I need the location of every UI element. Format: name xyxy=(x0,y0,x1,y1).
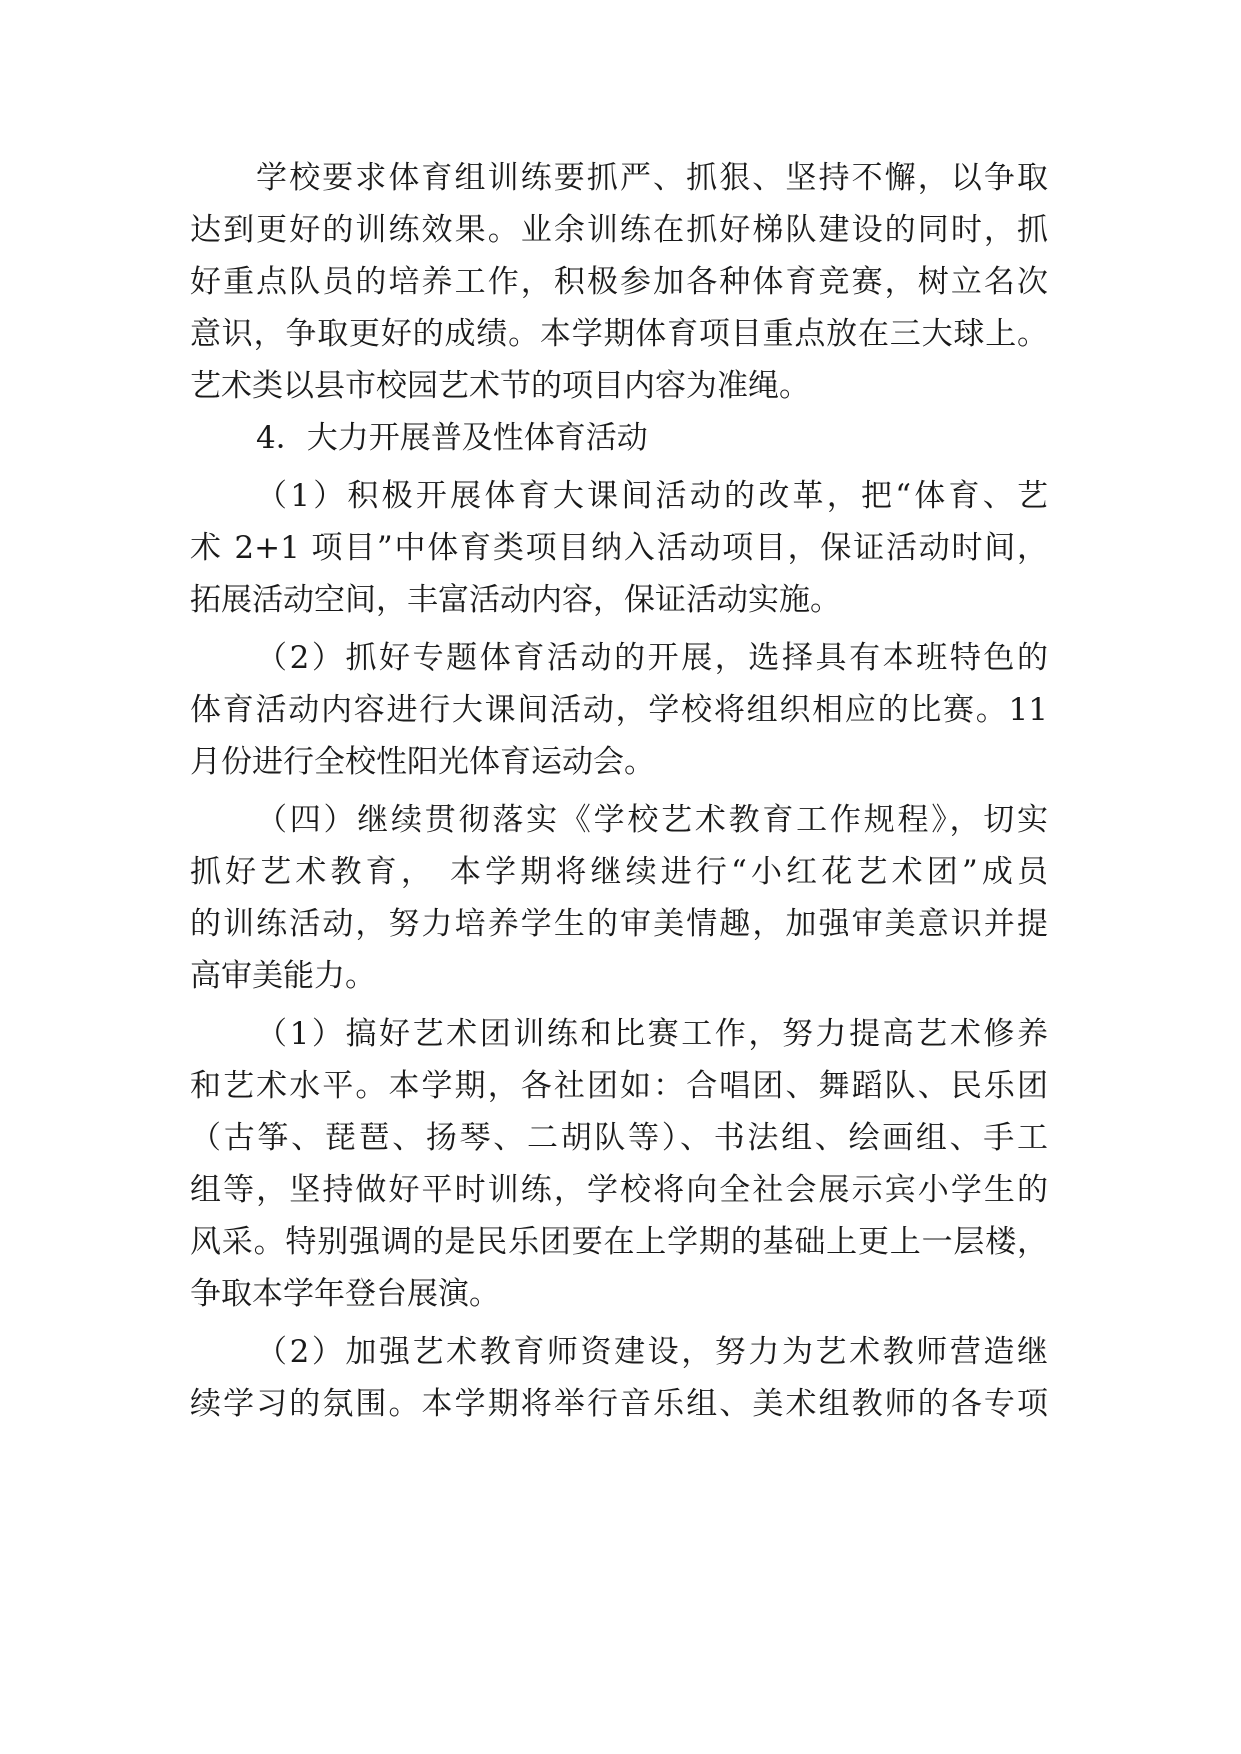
text-line: 高审美能力。 xyxy=(190,958,376,994)
text-line: 组等，坚持做好平时训练，学校将向全社会展示宾小学生的 xyxy=(190,1172,1048,1208)
text-line: （2）加强艺术教育师资建设，努力为艺术教师营造继 xyxy=(256,1334,1048,1370)
text-line: 和艺术水平。本学期，各社团如：合唱团、舞蹈队、民乐团 xyxy=(190,1068,1048,1104)
text-line: 术 2+1 项目”中体育类项目纳入活动项目，保证活动时间， xyxy=(190,530,1048,566)
text-line: 风采。特别强调的是民乐团要在上学期的基础上更上一层楼， xyxy=(190,1224,1048,1260)
text-line: 续学习的氛围。本学期将举行音乐组、美术组教师的各专项 xyxy=(190,1386,1048,1422)
text-line: 好重点队员的培养工作，积极参加各种体育竞赛，树立名次 xyxy=(190,264,1048,300)
text-line: 体育活动内容进行大课间活动，学校将组织相应的比赛。11 xyxy=(190,692,1048,728)
text-line: （2）抓好专题体育活动的开展，选择具有本班特色的 xyxy=(256,640,1048,676)
text-line: 艺术类以县市校园艺术节的项目内容为准绳。 xyxy=(190,368,810,404)
text-line: （1）积极开展体育大课间活动的改革，把“体育、艺 xyxy=(256,478,1048,514)
text-line: 月份进行全校性阳光体育运动会。 xyxy=(190,744,655,780)
text-line: 意识，争取更好的成绩。本学期体育项目重点放在三大球上。 xyxy=(190,316,1048,352)
text-line: （四）继续贯彻落实《学校艺术教育工作规程》，切实 xyxy=(256,802,1048,838)
text-line: 争取本学年登台展演。 xyxy=(190,1276,500,1312)
text-line: （1）搞好艺术团训练和比赛工作，努力提高艺术修养 xyxy=(256,1016,1048,1052)
text-line: 抓好艺术教育， 本学期将继续进行“小红花艺术团”成员 xyxy=(190,854,1048,890)
text-line: 4．大力开展普及性体育活动 xyxy=(256,420,648,456)
text-line: 的训练活动，努力培养学生的审美情趣，加强审美意识并提 xyxy=(190,906,1048,942)
text-line: 达到更好的训练效果。业余训练在抓好梯队建设的同时，抓 xyxy=(190,212,1048,248)
text-line: 拓展活动空间，丰富活动内容，保证活动实施。 xyxy=(190,582,841,618)
text-line: 学校要求体育组训练要抓严、抓狠、坚持不懈，以争取 xyxy=(256,160,1048,196)
text-line: （古筝、琵琶、扬琴、二胡队等）、书法组、绘画组、手工 xyxy=(190,1120,1048,1156)
